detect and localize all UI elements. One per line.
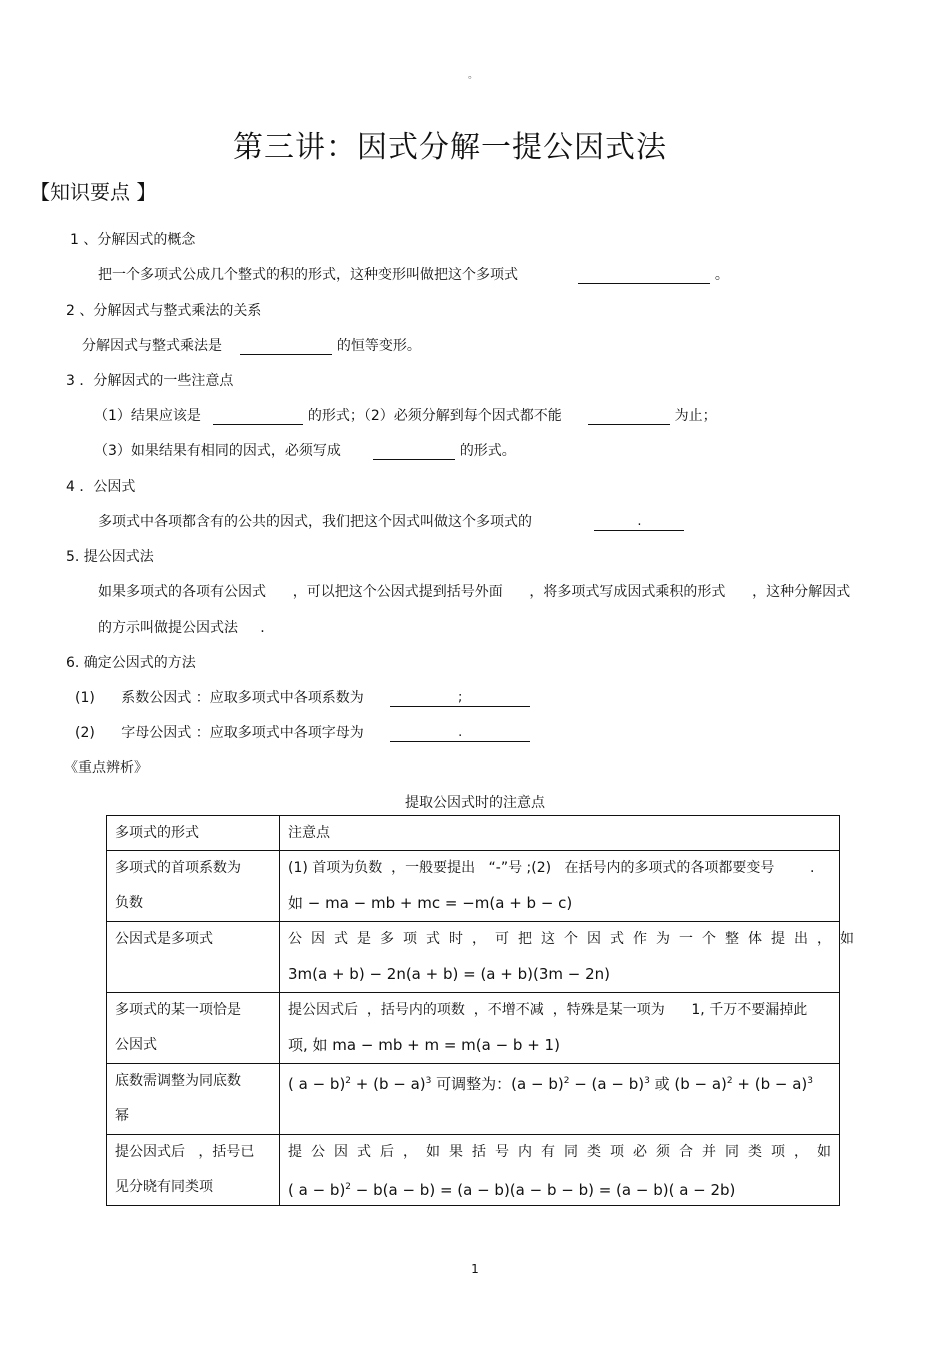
notes-table <box>106 815 863 1206</box>
row-form: 底数需调整为同底数 幂 <box>107 1064 280 1135</box>
row-form: 多项式的首项系数为 负数 <box>107 851 280 922</box>
item-5-line-1: 如果多项式的各项有公因式 ，可以把这个公因式提到括号外面 ，将多项式写成因式乘积的形式 ，这种分解因式 <box>98 584 851 600</box>
item-2-end: 的恒等变形。 <box>336 338 421 354</box>
item-4-blank: . <box>594 514 684 531</box>
item-3-blank-1 <box>213 408 303 425</box>
table-row <box>107 922 840 993</box>
item-3-line-1-c: 为止； <box>674 408 717 424</box>
item-1-text: 把一个多项式公成几个整式的积的形式，这种变形叫做把这个多项式 <box>98 267 518 283</box>
item-6-sub-2-num: (2) <box>75 725 95 741</box>
item-6-sub-2-blank: . <box>390 725 530 742</box>
analysis-label: 《重点辨析》 <box>64 760 148 776</box>
item-6-sub-1-text: 系数公因式 ：应取多项式中各项系数为 <box>121 690 364 706</box>
item-3-line-2-b: 的形式。 <box>459 443 516 459</box>
item-2-text-line <box>82 335 421 355</box>
top-mark: 。 <box>468 70 478 81</box>
item-4-text-line <box>98 511 684 531</box>
item-4-text: 多项式中各项都含有的公共的因式，我们把这个因式叫做这个多项式的 <box>98 514 532 530</box>
row-note: 提公因式后，如果括号内有同类项必须合并同类项，如 ( a − b)$^2$ − b(a − b) = (a − b)(a − b − b) = (a − b)( a − 2b) <box>280 1135 840 1206</box>
item-3-blank-3 <box>373 443 455 460</box>
item-4-heading: 4 ．公因式 <box>66 479 136 495</box>
section-heading: 【知识要点 】 <box>30 180 157 204</box>
power-adjust-formula: ( $a - b)^2 + (b - a)^3$ 可调整为：$(a - b)^2 - (a - b)^3$ 或 $(b - a)^2 + (b - a)^3$ <box>288 1075 813 1093</box>
row-note: 公因式是多项式时，可把这个因式作为一个整体提出，如 3m(a + b) − 2n(a + b) = (a + b)(3m − 2n) <box>280 922 840 993</box>
item-3-line-1-b: 的形式；（2）必须分解到每个因式都不能 <box>307 408 562 424</box>
item-3-heading: 3 ．分解因式的一些注意点 <box>66 373 234 389</box>
table-row <box>107 1135 840 1206</box>
table-caption: 提取公因式时的注意点 <box>405 795 545 811</box>
item-3-line-2 <box>94 440 516 460</box>
table-header-row <box>107 816 840 851</box>
row-form: 公因式是多项式 <box>107 922 280 993</box>
item-2-blank <box>240 338 332 355</box>
item-3-line-1 <box>94 405 717 425</box>
item-3-blank-2 <box>588 408 670 425</box>
item-1-text-line <box>98 264 729 284</box>
header-form: 多项式的形式 <box>107 816 280 851</box>
page-number: 1 <box>471 1262 479 1276</box>
table-row <box>107 1064 840 1135</box>
table-row <box>107 993 840 1064</box>
page-title: 第三讲：因式分解一提公因式法 <box>233 130 667 165</box>
item-6-sub-1-num: (1) <box>75 690 95 706</box>
item-2-text: 分解因式与整式乘法是 <box>82 338 222 354</box>
item-6-sub-2 <box>75 722 530 742</box>
header-note: 注意点 <box>280 816 840 851</box>
item-5-heading: 5. 提公因式法 <box>66 549 154 565</box>
item-6-sub-1-blank: ; <box>390 690 530 707</box>
row-form: 多项式的某一项恰是 公因式 <box>107 993 280 1064</box>
item-5-line-2: 的方示叫做提公因式法 . <box>98 620 265 636</box>
table-row <box>107 851 840 922</box>
item-1-heading: 1 、分解因式的概念 <box>70 232 196 248</box>
item-6-heading: 6. 确定公因式的方法 <box>66 655 196 671</box>
item-1-blank <box>578 267 710 284</box>
row-form: 提公因式后 ，括号已 见分晓有同类项 <box>107 1135 280 1206</box>
item-1-end: 。 <box>714 267 729 283</box>
item-6-sub-1 <box>75 687 530 707</box>
combine-like-terms-formula: ( a − b)$^2$ − b(a − b) = (a − b)(a − b − b) = (a − b)( a − 2b) <box>288 1181 736 1199</box>
item-3-line-2-a: （3）如果结果有相同的因式，必须写成 <box>94 443 341 459</box>
item-3-line-1-a: （1）结果应该是 <box>94 408 201 424</box>
row-note: 提公因式后 ，括号内的项数 ，不增不减 ，特殊是某一项为 1, 千万不要漏掉此 项, 如 ma − mb + m = m(a − b + 1) <box>280 993 840 1064</box>
item-2-heading: 2 、分解因式与整式乘法的关系 <box>66 303 262 319</box>
row-note: (1) 首项为负数 ，一般要提出 “-”号 ;(2) 在括号内的多项式的各项都要变号 . 如 − ma − mb + mc = −m(a + b − c) <box>280 851 840 922</box>
item-6-sub-2-text: 字母公因式 ：应取多项式中各项字母为 <box>121 725 364 741</box>
row-note <box>280 1064 840 1135</box>
